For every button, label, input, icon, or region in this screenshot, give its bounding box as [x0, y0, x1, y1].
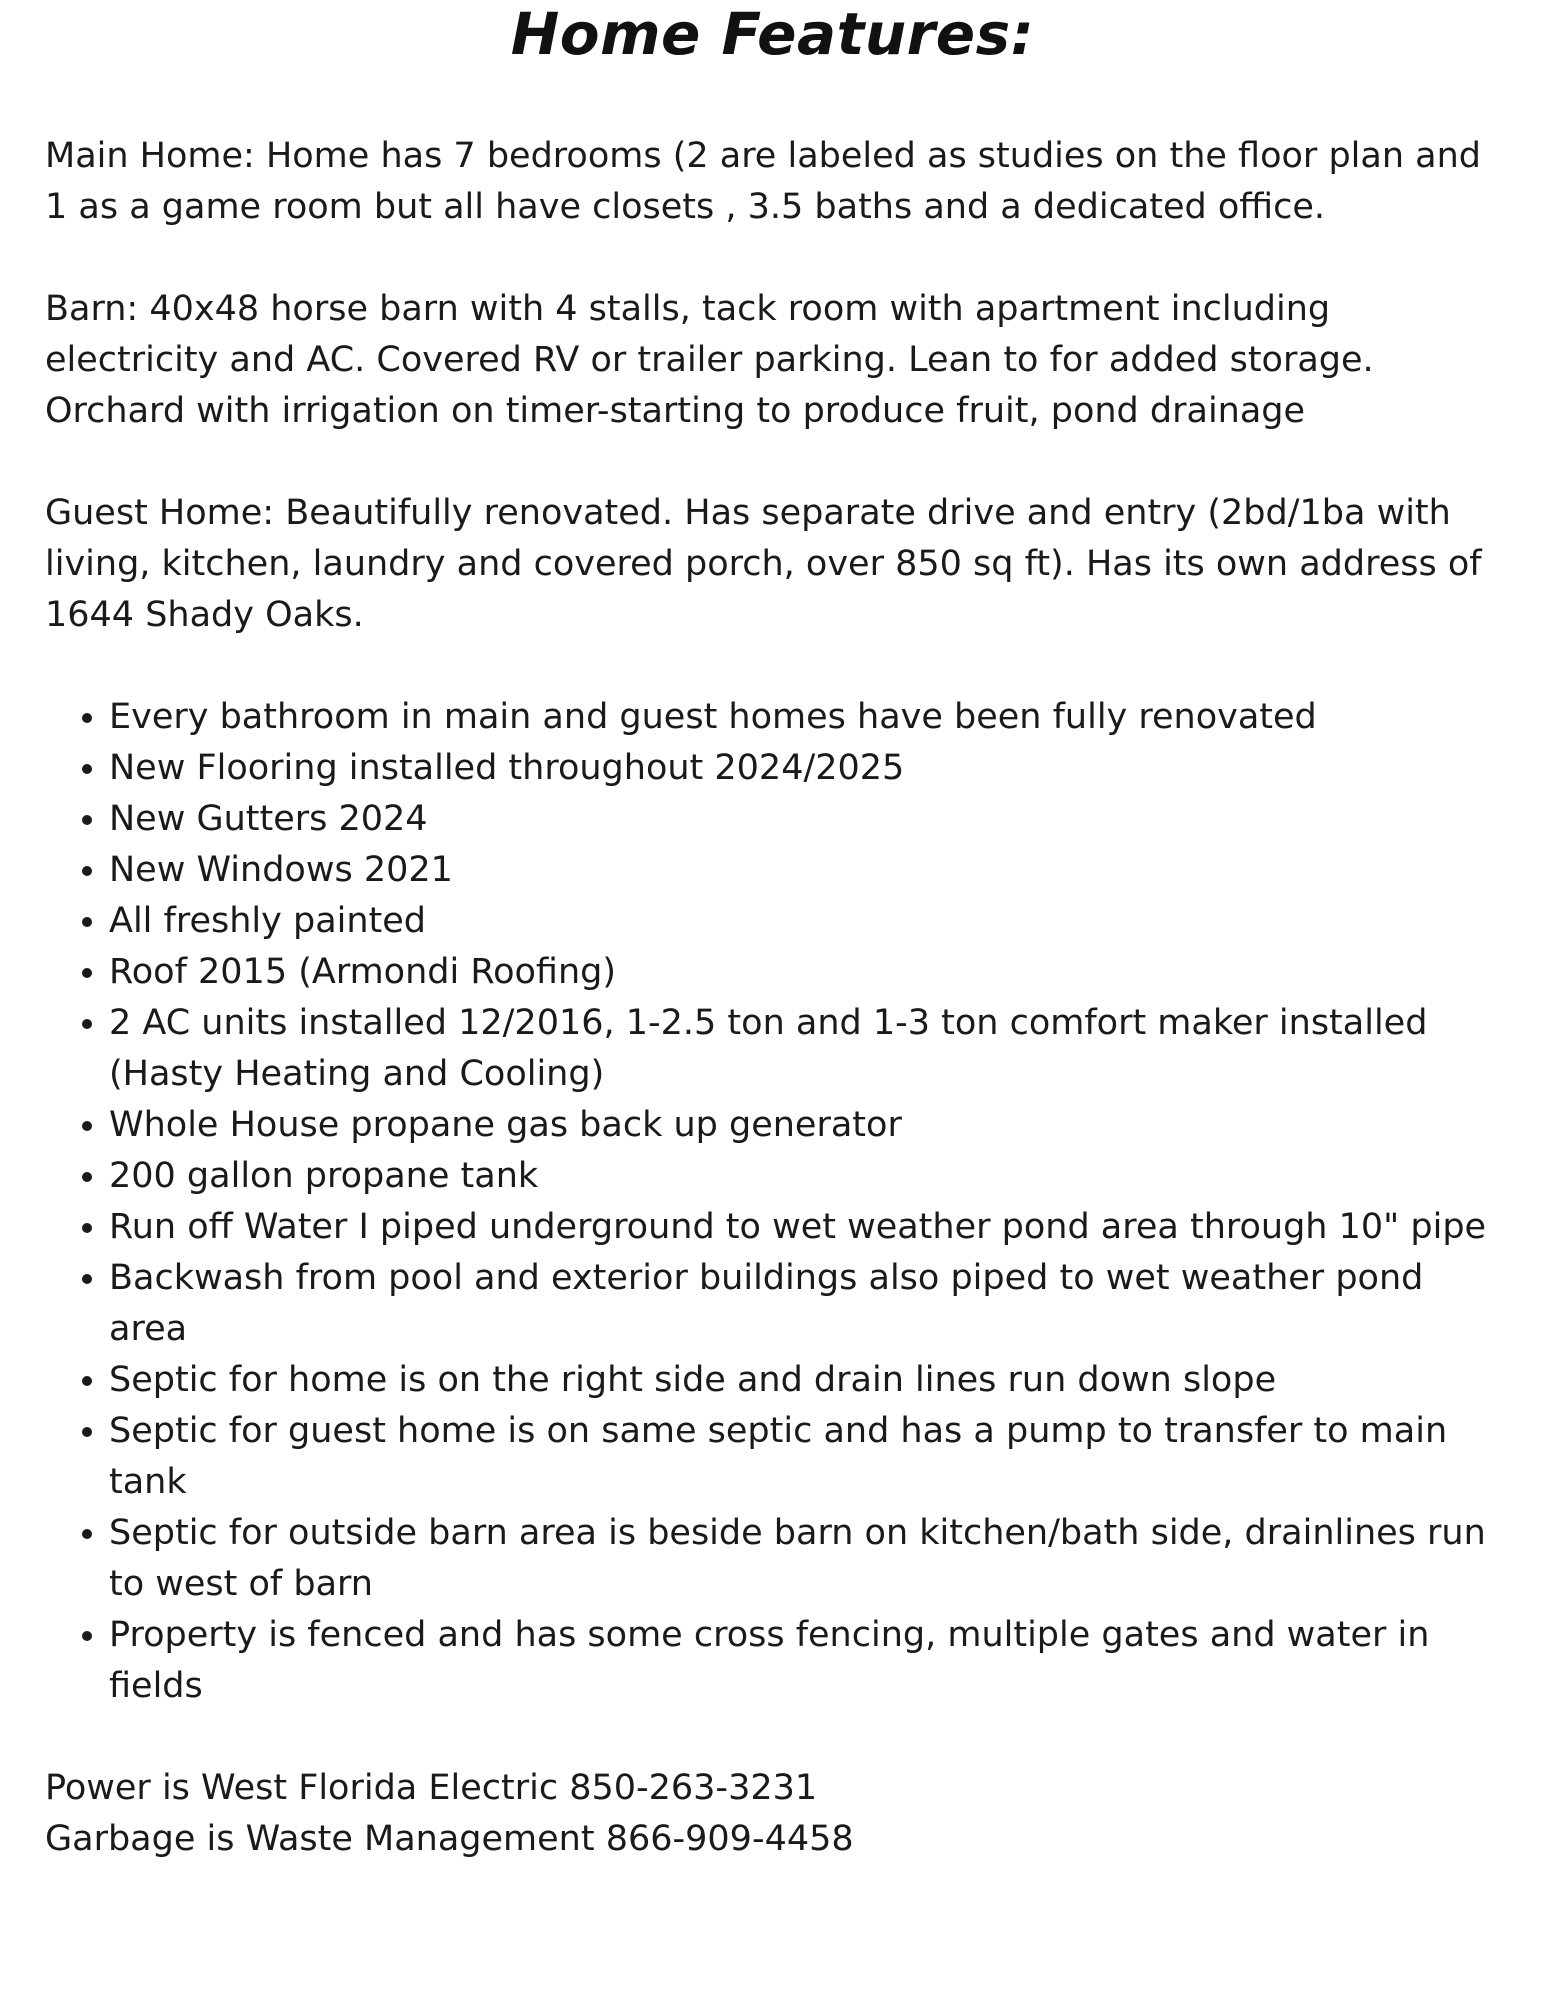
feature-item-septic-home: • Septic for home is on the right side and drain lines run down slope — [109, 1355, 1500, 1406]
feature-item-septic-guest: • Septic for guest home is on same septic and has a pump to transfer to main tank — [109, 1406, 1500, 1508]
page-title: Home Features: — [510, 0, 1035, 68]
main-home-paragraph: Main Home: Home has 7 bedrooms (2 are labeled as studies on the floor plan and 1 as a game room but all have closets , 3.5 baths and a dedicated office. — [45, 136, 1481, 227]
feature-item-generator: • Whole House propane gas back up generator — [109, 1100, 1500, 1151]
barn-paragraph: Barn: 40x48 horse barn with 4 stalls, tack room with apartment including electricity and AC. Covered RV or trailer parking. Lean to for added storage. Orchard with irrigation on timer-starting to produce fruit, pond drainage — [45, 289, 1374, 431]
power-line: Power is West Florida Electric 850-263-3231 — [45, 1768, 818, 1808]
feature-item-paint: • All freshly painted — [109, 896, 1500, 947]
garbage-line: Garbage is Waste Management 866-909-4458 — [45, 1819, 854, 1859]
feature-item-gutters: • New Gutters 2024 — [109, 794, 1500, 845]
feature-item-backwash: • Backwash from pool and exterior buildings also piped to wet weather pond area — [109, 1253, 1500, 1355]
feature-item-propane-tank: • 200 gallon propane tank — [109, 1151, 1500, 1202]
feature-list — [45, 692, 1500, 1712]
guest-home-paragraph: Guest Home: Beautifully renovated. Has separate drive and entry (2bd/1ba with living, kitchen, laundry and covered porch, over 850 sq ft). Has its own address of 1644 Shady Oaks. — [45, 493, 1482, 635]
feature-item-fencing: • Property is fenced and has some cross fencing, multiple gates and water in fields — [109, 1610, 1500, 1712]
feature-item-septic-barn: • Septic for outside barn area is beside barn on kitchen/bath side, drainlines run to west of barn — [109, 1508, 1500, 1610]
utilities-section — [45, 1763, 1500, 1865]
feature-item-runoff-water: • Run off Water I piped underground to wet weather pond area through 10" pipe — [109, 1202, 1500, 1253]
feature-item-bathrooms: • Every bathroom in main and guest homes have been fully renovated — [109, 692, 1500, 743]
feature-item-roof: • Roof 2015 (Armondi Roofing) — [109, 947, 1500, 998]
feature-item-flooring: • New Flooring installed throughout 2024/2025 — [109, 743, 1500, 794]
feature-item-ac-units: • 2 AC units installed 12/2016, 1-2.5 ton and 1-3 ton comfort maker installed (Hasty Heating and Cooling) — [109, 998, 1500, 1100]
feature-item-windows: • New Windows 2021 — [109, 845, 1500, 896]
